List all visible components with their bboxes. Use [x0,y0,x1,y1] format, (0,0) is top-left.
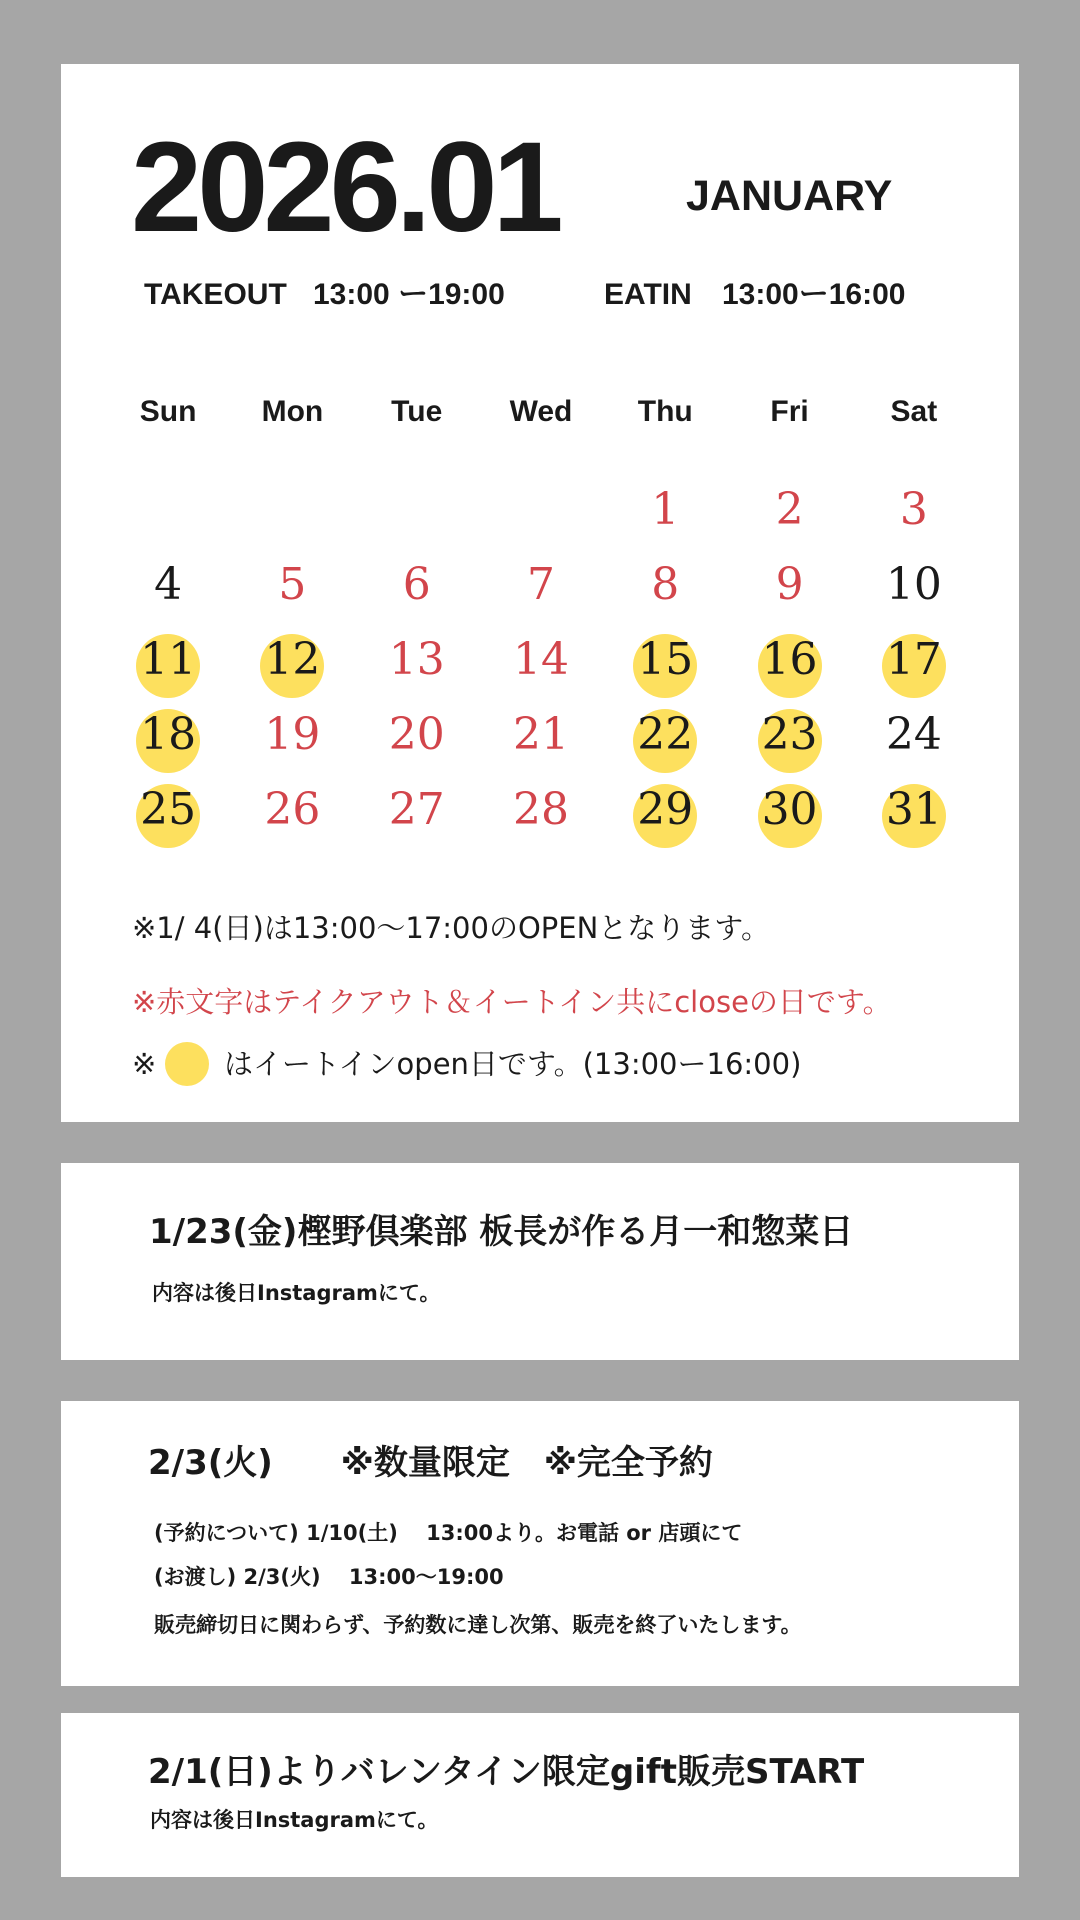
day-cell [355,772,479,847]
day-number: 18 [140,708,197,760]
day-cell [852,472,976,547]
day-number: 7 [526,558,555,610]
day-cell [106,547,230,622]
day-number: 26 [264,783,321,835]
day-number: 5 [278,558,307,610]
day-cell [355,697,479,772]
day-number: 17 [885,633,942,685]
day-number: 4 [154,558,183,610]
event-description: 内容は後日Instagramにて。 [150,1808,439,1832]
day-number: 9 [775,558,804,610]
day-number: 31 [885,783,942,835]
day-cell [727,772,851,847]
takeout-label: TAKEOUT [144,278,287,311]
day-cell [852,697,976,772]
day-cell [106,697,230,772]
day-number: 10 [885,558,942,610]
day-number: 8 [651,558,680,610]
day-cell [230,622,354,697]
day-number: 22 [637,708,694,760]
weekday-header-row [106,397,976,427]
eatin-label: EATIN [604,278,692,311]
day-cell [230,547,354,622]
day-cell [727,547,851,622]
day-cell [852,622,976,697]
weekday-fri: Fri [770,395,809,428]
reservation-info: (予約について) 1/10(土) 13:00より。お電話 or 店頭にて [154,1521,743,1545]
event-card-reservation [61,1401,1019,1686]
closed-days-note: ※赤文字はテイクアウト＆イートイン共にcloseの日です。 [132,985,892,1019]
day-number: 14 [512,633,569,685]
day-cell [479,772,603,847]
event-card-valentine [61,1713,1019,1877]
empty-day-cell [106,472,230,547]
day-number: 16 [761,633,818,685]
day-cell [727,697,851,772]
day-number: 21 [512,708,569,760]
day-cell [727,622,851,697]
calendar-card [61,64,1019,1122]
empty-day-cell [479,472,603,547]
day-number: 12 [264,633,321,685]
day-cell [230,772,354,847]
year-month-title: 2026.01 [131,116,559,259]
day-number: 25 [140,783,197,835]
day-cell [355,622,479,697]
day-cell [727,472,851,547]
day-number: 11 [140,633,197,685]
day-number: 27 [388,783,445,835]
day-cell [852,547,976,622]
event-description: 内容は後日Instagramにて。 [152,1281,441,1305]
day-cell [603,697,727,772]
day-cell [603,622,727,697]
special-hours-note: ※1/ 4(日)は13:00〜17:00のOPENとなります。 [132,911,770,945]
legend-prefix: ※ [132,1047,157,1081]
weekday-tue: Tue [391,395,443,428]
day-cell [230,697,354,772]
empty-day-cell [230,472,354,547]
weekday-mon: Mon [261,395,324,428]
day-number: 20 [388,708,445,760]
sales-end-notice: 販売締切日に関わらず、予約数に達し次第、販売を終了いたします。 [154,1613,802,1637]
day-cell [106,622,230,697]
event-card-monthly-deli [61,1163,1019,1360]
day-number: 3 [899,483,928,535]
day-number: 29 [637,783,694,835]
eatin-legend-note: はイートインopen日です。(13:00ー16:00) [224,1047,802,1081]
day-number: 24 [885,708,942,760]
event-title: 1/23(金)樫野倶楽部 板長が作る月一和惣菜日 [149,1212,854,1252]
day-cell [603,772,727,847]
eatin-hours: 13:00ー16:00 [722,278,906,311]
day-number: 15 [637,633,694,685]
day-number: 23 [761,708,818,760]
pickup-info: (お渡し) 2/3(火) 13:00〜19:00 [154,1565,504,1589]
calendar-day-grid [106,472,976,847]
month-english-label: JANUARY [686,172,893,220]
takeout-hours: 13:00 ー19:00 [313,278,505,311]
weekday-sat: Sat [890,395,938,428]
empty-day-cell [355,472,479,547]
day-cell [479,547,603,622]
day-number: 2 [775,483,804,535]
day-number: 6 [402,558,431,610]
day-number: 1 [651,483,680,535]
day-number: 30 [761,783,818,835]
day-cell [852,772,976,847]
day-cell [603,547,727,622]
day-cell [355,547,479,622]
day-cell [603,472,727,547]
day-cell [479,697,603,772]
event-title: 2/3(火) ※数量限定 ※完全予約 [148,1443,713,1483]
day-number: 13 [388,633,445,685]
day-number: 19 [264,708,321,760]
weekday-sun: Sun [139,395,197,428]
eatin-legend-dot-icon [165,1042,209,1086]
day-cell [479,622,603,697]
weekday-thu: Thu [637,395,693,428]
event-title: 2/1(日)よりバレンタイン限定gift販売START [148,1752,865,1792]
day-number: 28 [512,783,569,835]
weekday-wed: Wed [509,395,573,428]
day-cell [106,772,230,847]
